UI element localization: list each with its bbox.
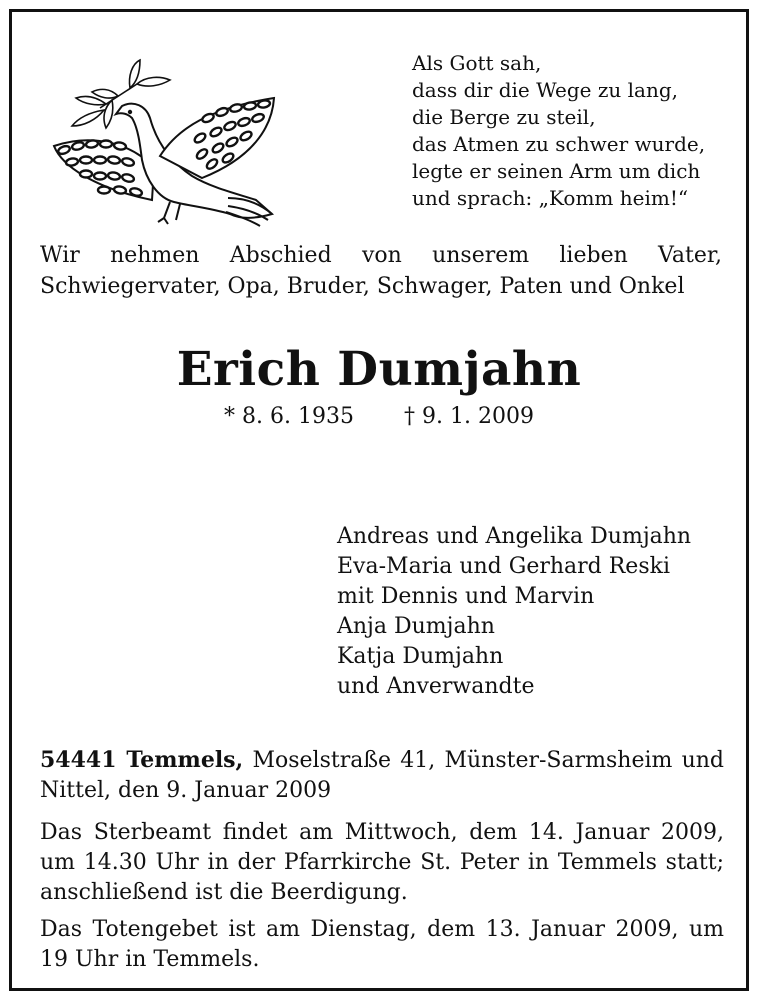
intro-text: [40, 240, 722, 302]
obituary-frame: [9, 9, 749, 991]
poem-line: und sprach: „Komm heim!“: [412, 186, 689, 210]
mourner: mit Dennis und Marvin: [337, 584, 595, 609]
mourners-list: [337, 522, 737, 702]
mourner: Katja Dumjahn: [337, 644, 504, 669]
mourner: Eva-Maria und Gerhard Reski: [337, 554, 670, 579]
birth-date: * 8. 6. 1935: [224, 404, 354, 429]
poem-line: Als Gott sah,: [412, 51, 542, 75]
dove-icon: [42, 48, 282, 233]
address-town: 54441 Temmels,: [40, 747, 244, 773]
poem-line: legte er seinen Arm um dich: [412, 159, 701, 183]
funeral-paragraph: Das Sterbeamt findet am Mittwoch, dem 14. Januar 2009, um 14.30 Uhr in der Pfarrkirche St. Peter in Temmels statt; anschließend ist die Beerdigung.: [40, 820, 724, 905]
address-paragraph: [40, 745, 724, 806]
mourner: und Anverwandte: [337, 674, 535, 699]
address-details: Moselstraße 41, Münster-Sarmsheim und Nittel, den 9. Januar 2009: [40, 748, 725, 803]
death-date: † 9. 1. 2009: [404, 404, 534, 429]
intro-line: Schwiegervater, Opa, Bruder, Schwager, Paten und Onkel: [40, 274, 685, 299]
poem: [412, 50, 742, 212]
poem-line: dass dir die Wege zu lang,: [412, 78, 679, 102]
mourner: Andreas und Angelika Dumjahn: [337, 524, 692, 549]
prayer-paragraph: Das Totengebet ist am Dienstag, dem 13. Januar 2009, um 19 Uhr in Temmels.: [40, 917, 724, 972]
life-dates: [12, 404, 746, 429]
intro-line: Wir nehmen Abschied von unserem lieben Vater,: [40, 243, 722, 268]
deceased-name: Erich Dumjahn: [176, 342, 582, 397]
mourner: Anja Dumjahn: [337, 614, 495, 639]
poem-line: die Berge zu steil,: [412, 105, 596, 129]
poem-line: das Atmen zu schwer wurde,: [412, 132, 706, 156]
